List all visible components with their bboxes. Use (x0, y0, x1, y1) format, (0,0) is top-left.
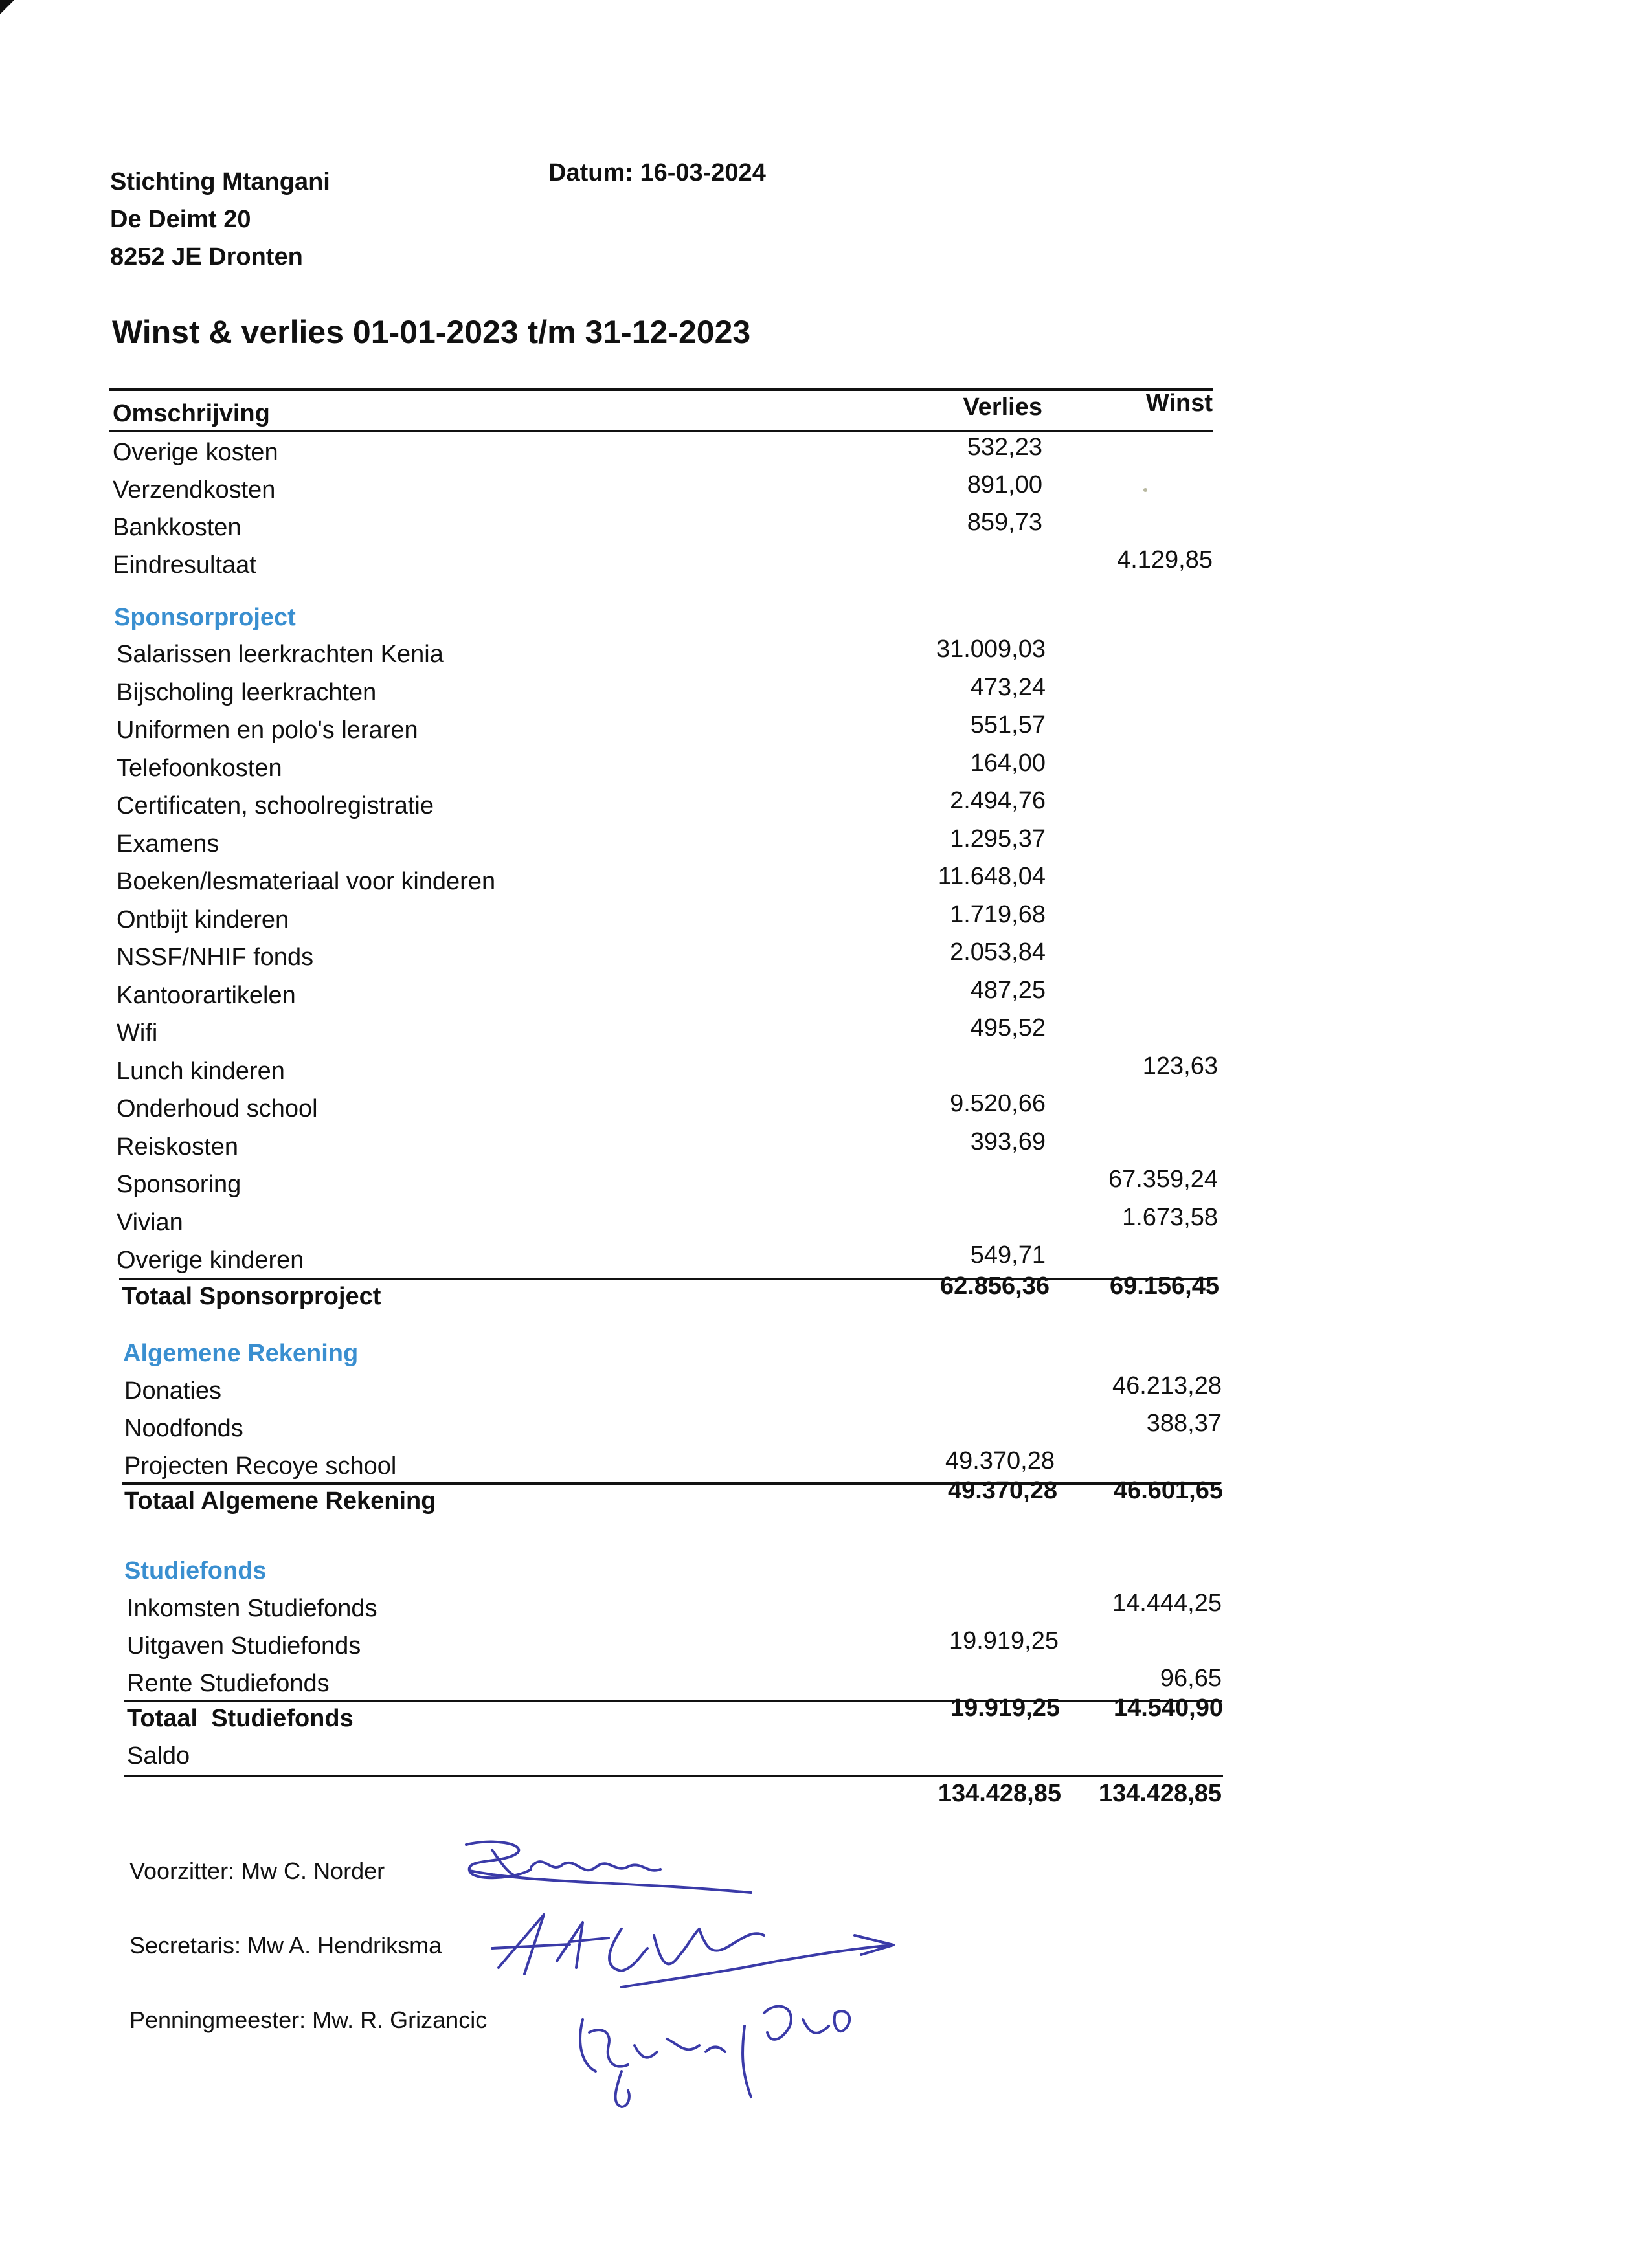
row-loss: 9.520,66 (950, 1090, 1046, 1117)
row-loss: 551,57 (970, 711, 1046, 739)
table-row (109, 471, 1213, 509)
row-loss: 49.370,28 (945, 1447, 1055, 1474)
saldo-row (109, 1737, 1213, 1775)
row-description: Wifi (117, 1019, 158, 1047)
row-description: Rente Studiefonds (127, 1670, 330, 1697)
total-description: Totaal Algemene Rekening (124, 1487, 436, 1515)
scan-corner-mark (0, 0, 14, 14)
table-row (109, 636, 1213, 673)
row-description: Overige kosten (113, 439, 278, 466)
row-description: Reiskosten (117, 1133, 238, 1161)
table-row (109, 787, 1213, 825)
sponsor-total-row (109, 1273, 1219, 1315)
row-description: Donaties (124, 1377, 221, 1405)
total-description: Totaal Studiefonds (127, 1705, 354, 1732)
table-row (109, 1203, 1218, 1241)
study-fund-total-row (109, 1695, 1223, 1737)
document-date: Datum: 16-03-2024 (548, 159, 766, 186)
row-loss: 487,25 (970, 976, 1046, 1004)
table-row (109, 1627, 1213, 1665)
row-description: Uniformen en polo's leraren (117, 717, 418, 744)
row-description: Vivian (117, 1208, 183, 1236)
row-description: NSSF/NHIF fonds (117, 944, 314, 971)
table-row (109, 1410, 1222, 1447)
row-gain: 14.444,25 (1112, 1590, 1222, 1617)
row-loss: 11.648,04 (938, 863, 1046, 890)
table-row (109, 1128, 1213, 1166)
row-description: Sponsoring (117, 1171, 241, 1198)
row-gain: 46.213,28 (1112, 1372, 1222, 1399)
total-loss: 62.856,36 (939, 1273, 1050, 1300)
table-row (109, 1052, 1218, 1090)
grand-total-row (109, 1780, 1222, 1818)
row-gain: 123,63 (1142, 1052, 1218, 1080)
grand-total-gain: 134.428,85 (1098, 1780, 1222, 1807)
row-loss: 164,00 (970, 749, 1046, 777)
table-row (109, 1166, 1218, 1203)
row-description: Uitgaven Studiefonds (127, 1632, 361, 1660)
general-account-total-row (109, 1477, 1223, 1520)
row-gain: 96,65 (1160, 1665, 1222, 1692)
row-description: Noodfonds (124, 1415, 243, 1442)
row-description: Boeken/lesmateriaal voor kinderen (117, 868, 496, 895)
total-gain: 46.601,65 (1113, 1477, 1223, 1504)
row-description: Eindresultaat (113, 551, 256, 579)
row-description: Onderhoud school (117, 1095, 318, 1122)
row-loss: 549,71 (970, 1241, 1046, 1269)
table-header-rule (109, 430, 1213, 432)
row-description: Verzendkosten (113, 476, 276, 504)
table-row (109, 1372, 1222, 1410)
row-description: Bijscholing leerkrachten (117, 678, 377, 706)
organization-city: 8252 JE Dronten (110, 243, 303, 271)
report-title: Winst & verlies 01-01-2023 t/m 31-12-2023 (112, 314, 751, 350)
row-loss: 1.719,68 (950, 900, 1046, 928)
row-loss: 859,73 (967, 509, 1042, 536)
total-gain: 14.540,90 (1113, 1695, 1223, 1722)
row-loss: 2.494,76 (950, 787, 1046, 814)
row-gain: 1.673,58 (1122, 1203, 1218, 1231)
row-loss: 393,69 (970, 1128, 1046, 1155)
table-row (109, 750, 1213, 787)
row-gain: 67.359,24 (1108, 1166, 1218, 1193)
table-top-rule (109, 388, 1213, 391)
grand-total-rule (124, 1775, 1223, 1777)
row-gain: 4.129,85 (1117, 546, 1213, 573)
row-description: Telefoonkosten (117, 754, 282, 782)
row-loss: 1.295,37 (950, 825, 1046, 852)
table-row (109, 509, 1213, 546)
table-header-row (109, 390, 1213, 431)
header-loss: Verlies (963, 394, 1042, 421)
row-loss: 532,23 (967, 434, 1042, 461)
saldo-label: Saldo (127, 1742, 190, 1770)
row-description: Overige kinderen (117, 1247, 304, 1274)
row-description: Salarissen leerkrachten Kenia (117, 641, 444, 668)
table-row (109, 1590, 1222, 1627)
header-description: Omschrijving (113, 400, 270, 427)
chair-signature (466, 1842, 751, 1893)
row-description: Kantoorartikelen (117, 981, 296, 1009)
table-row (109, 546, 1213, 584)
treasurer-signature-label: Penningmeester: Mw. R. Grizancic (129, 2007, 488, 2033)
treasurer-signature (580, 2007, 849, 2107)
organization-name: Stichting Mtangani (110, 168, 330, 195)
table-row (109, 901, 1213, 939)
row-loss: 473,24 (970, 673, 1046, 701)
table-row (109, 825, 1213, 863)
total-gain: 69.156,45 (1109, 1273, 1219, 1300)
chair-signature-label: Voorzitter: Mw C. Norder (129, 1858, 385, 1884)
header-gain: Winst (1145, 390, 1213, 417)
row-description: Bankkosten (113, 514, 241, 541)
row-loss: 2.053,84 (950, 939, 1046, 966)
secretary-signature (492, 1915, 893, 1987)
organization-address (110, 163, 330, 276)
row-description: Inkomsten Studiefonds (127, 1595, 377, 1622)
table-row (109, 977, 1213, 1014)
row-description: Ontbijt kinderen (117, 906, 289, 933)
table-row (109, 939, 1213, 976)
row-description: Examens (117, 830, 219, 858)
table-row (109, 674, 1213, 711)
row-loss: 495,52 (970, 1014, 1046, 1041)
total-loss: 19.919,25 (950, 1695, 1060, 1722)
section-title-studiefonds: Studiefonds (124, 1557, 267, 1584)
grand-total-loss: 134.428,85 (938, 1780, 1061, 1807)
row-loss: 31.009,03 (936, 636, 1046, 663)
row-gain: 388,37 (1146, 1410, 1222, 1437)
table-row (109, 1014, 1213, 1052)
table-row (109, 1090, 1213, 1128)
section-title-algemene-rekening: Algemene Rekening (123, 1340, 359, 1367)
row-description: Projecten Recoye school (124, 1452, 397, 1480)
total-loss: 49.370,28 (947, 1477, 1057, 1504)
total-description: Totaal Sponsorproject (122, 1283, 381, 1310)
table-row (109, 711, 1213, 749)
row-loss: 19.919,25 (949, 1627, 1059, 1654)
row-loss: 891,00 (967, 471, 1042, 498)
table-row (109, 434, 1213, 471)
row-description: Certificaten, schoolregistratie (117, 792, 434, 819)
section-title-sponsorproject: Sponsorproject (114, 604, 296, 631)
table-row (109, 863, 1213, 900)
handwritten-signatures (129, 1838, 971, 2110)
organization-street: De Deimt 20 (110, 206, 251, 233)
row-description: Lunch kinderen (117, 1057, 285, 1085)
secretary-signature-label: Secretaris: Mw A. Hendriksma (129, 1932, 442, 1959)
